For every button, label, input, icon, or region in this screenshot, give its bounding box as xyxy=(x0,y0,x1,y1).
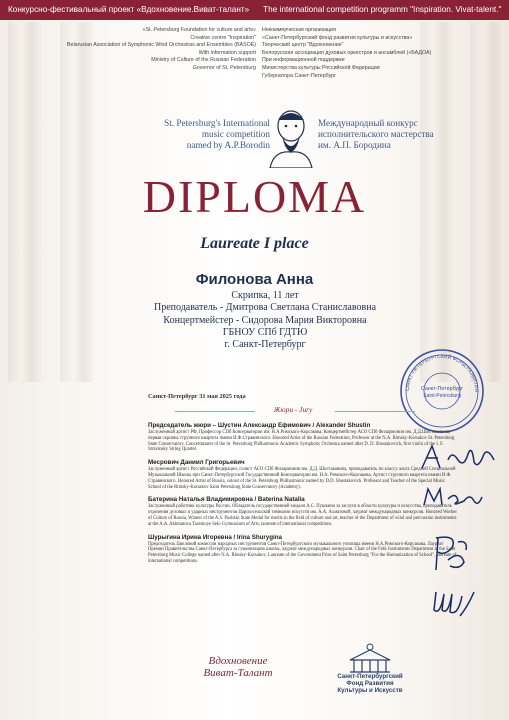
competition-line: music competition xyxy=(201,129,270,139)
divider xyxy=(335,411,415,412)
detail-line: ГБНОУ СПб ГДТЮ xyxy=(222,326,308,338)
jury-member-name: Шурыгина Ирина Игоревна / Irina Shurygina xyxy=(148,533,282,541)
jury-list xyxy=(148,422,458,571)
detail-line: Концертмейстер - Сидорова Мария Викторовна xyxy=(163,314,367,326)
organizers-ru xyxy=(262,27,487,80)
detail-line: г. Санкт-Петербург xyxy=(224,339,306,351)
competition-title-en xyxy=(120,118,270,151)
competition-line: named by A.P.Borodin xyxy=(186,140,270,150)
logo-line: Вдохновение xyxy=(208,655,268,667)
foundation-logo-text xyxy=(310,673,430,695)
jury-member xyxy=(148,534,458,565)
organizer-line: Governor of St. Petersburg xyxy=(192,64,256,71)
banner-en: The international competition programm "Inspiration. Vivat-talent." xyxy=(263,5,502,14)
logo-line: Фонд Развития xyxy=(346,680,394,688)
seal-city-en: Saint-Petersburg xyxy=(423,393,461,399)
signature-shustin xyxy=(418,440,498,474)
vivat-talent-logo xyxy=(188,655,288,679)
detail-line: Скрипка, 11 лет xyxy=(231,290,299,301)
jury-member-desc: Заслуженный артист РФ, Профессор СПб Консерватории им. Н.А.Римского-Корсакова, Концертмейстер АСО СПб Филармонии им. Д.Д.Шостаковича, первая скрипка струнного квартета имени И.Ф.Стравинского. Honored Artist of the Russian Federation, Professor at the N.A. Rimsky-Korsakov St. Petersburg State Conservatory. Concertmaster of the St. Petersburg Philharmonic Academic Symphony Orchestra named after D. D. Shostakovich, first violin of the I. F. Stravinsky String Quartet. xyxy=(148,430,455,453)
participant-name: Филонова Анна xyxy=(195,271,314,288)
jury-member-desc: Председатель Цикловой комиссии народных инструментов Санкт-Петербургского музыкального училища имени Н.А.Римского-Корсакова. Лауреат Премии Правительства Санкт-Петербурга за гуманизацию школы, лауреат международных конкурсов. Chair of the Folk Instruments Department at the Saint Petersburg Music College named after N.A. Rimsky-Korsakov, Laureate of the Government Prize of Saint Petersburg "For the Humanization of School", laureate of international competitions. xyxy=(148,541,457,564)
competition-line: им. А.П. Бородина xyxy=(318,140,391,150)
laureate-place: Laureate I place xyxy=(200,235,309,252)
participant-details xyxy=(150,290,380,351)
organizer-line: Creative centre "Inspiration" xyxy=(190,34,256,41)
issue-date: Санкт-Петербург 31 мая 2025 года xyxy=(148,393,246,400)
organizers-en xyxy=(28,27,256,73)
jury-member-desc: Заслуженный работник культуры России, Обладатель государственной медали А.С. Пушкина за заслуги в области культуры и искусства, преподаватель отделения духовых и ударных инструментов Царскосельской гимназии искусств им. А.А. Ахматовой, лауреат международных конкурсов. Honored Worker of Culture of Russia, Winner of the A.S. Pushkin State Medal for merits in the field of culture and art, teacher of the Department of wind and percussion instruments at the A.A. Akhmatova Tsarskoye Selo Gymnasium of Arts, laureate of international competitions. xyxy=(148,504,457,527)
competition-line: исполнительского мастерства xyxy=(318,129,434,139)
detail-line: Преподаватель - Дмитрова Светлана Станиславовна xyxy=(153,302,377,314)
competition-title-ru xyxy=(318,118,468,151)
organizer-line: Губернатора Санкт-Петербург xyxy=(262,72,337,79)
jury-member xyxy=(148,459,458,490)
organizer-line: Белорусская ассоциация духовых оркестров и ансамблей («БАДОА) xyxy=(262,49,432,56)
logo-line: Виват-Талант xyxy=(203,667,273,679)
organizer-line: При информационной поддержке xyxy=(262,57,345,64)
organizer-line: «St. Petersburg Foundation for culture and arts» xyxy=(142,27,256,33)
organizer-line: With information support xyxy=(198,49,256,56)
signature-mesrovich xyxy=(420,483,486,509)
logo-line: Культуры и Искусств xyxy=(337,687,403,695)
jury-member-desc: Заслуженный артист Российской Федерации, солист АСО СПб Филармонии им. Д.Д. Шостаковича, преподаватель по классу альта Средней Специальной Музыкальной Школы при Санкт-Петербургской Государственной Консерватории им. Н.А. Римского-Корсакова, Артист струнного квартета имени И.Ф. Стравинского. Honored Artist of Russia, soloist of the St. Petersburg Philharmonic named by D.D. Shostakovich. Professor and Teacher of the Special Music School of the Rimsky-Korsakov Saint Petersburg State Conservatory (Academy). xyxy=(148,467,456,490)
divider xyxy=(175,411,255,412)
organizer-line: Министерства культуры Российской Федерации xyxy=(262,64,380,71)
banner-ru: Конкурсно-фестивальный проект «Вдохновение.Виват-талант» xyxy=(8,5,250,14)
organizer-line: Belarusian Association of Symphonic Wind Orchestras and Ensembles (BASOE) xyxy=(66,42,256,49)
diploma-title: DIPLOMA xyxy=(142,171,367,222)
signature-shurygina xyxy=(430,586,480,620)
foundation-building-icon xyxy=(330,642,410,674)
competition-line: St. Petersburg's International xyxy=(164,118,270,128)
seal-arc-text: САНКТ-ПЕТЕРБУРГСКИЙ ФОНД РАЗВИТИЯ xyxy=(404,353,480,393)
signature-baterina xyxy=(430,530,474,574)
organizer-line: «Санкт-Петербургский фонд развития культуры и искусства» xyxy=(262,34,413,41)
organizer-line: Ministry of Culture of the Russian Federation xyxy=(151,57,256,64)
top-banner xyxy=(0,0,509,20)
jury-member xyxy=(148,496,458,527)
organizer-line: Некоммерческая организация xyxy=(262,27,336,33)
logo-line: Санкт-Петербургский xyxy=(337,673,403,680)
jury-member xyxy=(148,422,458,453)
jury-member-name: Месрович Даниил Григорьевич xyxy=(148,459,245,467)
seal-city-ru: Санкт-Петербург xyxy=(420,386,464,392)
jury-member-name: Председатель жюри – Шустин Александр Ефимович / Alexander Shustin xyxy=(148,422,371,429)
competition-line: Международный конкурс xyxy=(318,118,418,128)
organizer-line: Творческий центр "Вдохновение" xyxy=(262,42,344,49)
borodin-portrait-icon xyxy=(264,106,318,168)
jury-member-name: Батерина Наталья Владимировна / Baterina Natalia xyxy=(148,496,305,504)
jury-heading: Жюри - Jury xyxy=(273,405,313,414)
